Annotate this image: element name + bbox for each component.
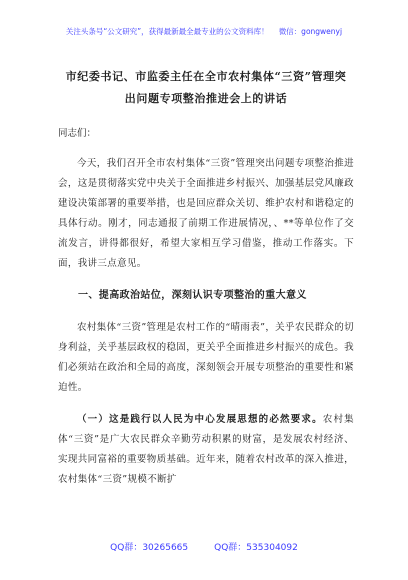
document-page (58, 58, 354, 490)
promo-text: 关注头条号“公文研究”，获得最新最全最专业的公文资料库！ (65, 27, 269, 36)
section-heading-1: 一、提高政治站位，深刻认识专项整治的重大意义 (78, 290, 307, 301)
paragraph-point-1 (58, 410, 354, 490)
paragraph-intro: 今天，我们召开全市农村集体“三资”管理突出问题专项整治推进会，这是贯彻落实党中央关于全面推进乡村振兴、加强基层党风廉政建设决策部署的重要举措，也是回应群众关切、维护农村和谐稳定的具体行动。刚才，同志通报了前期工作进展情况，、**等单位作了交流发言，讲得都很好，希望大家相互学习借鉴，推动工作落实。下面，我讲三点意见。 (58, 158, 354, 269)
title-line-2: 出问题专项整治推进会上的讲话 (124, 92, 288, 105)
sub-heading-1: （一）这是践行以人民为中心发展思想的必然要求。 (77, 414, 323, 425)
document-title (58, 66, 354, 110)
greeting: 同志们： (58, 128, 97, 139)
promo-header (0, 26, 408, 37)
paragraph-point-1-text: 农村集体“三资”是广大农民群众辛勤劳动积累的财富，是发展农村经济、实现共同富裕的重要物质基础。近年来，随着农村改革的深入推进，农村集体“三资”规模不断扩 (58, 414, 354, 485)
title-line-1: 市纪委书记、市监委主任在全市农村集体“三资”管理突 (65, 70, 347, 83)
contact-footer (0, 540, 408, 553)
qq-group-1: QQ群：30265665 (110, 543, 189, 553)
wechat-id: 微信：gongwenyj (278, 27, 343, 36)
qq-group-2: QQ群：535304092 (214, 543, 298, 553)
paragraph-significance: 农村集体“三资”管理是农村工作的“晴雨表”，关乎农民群众的切身利益，关乎基层政权的稳固，更关乎全面推进乡村振兴的成色。我们必须站在政治和全局的高度，深刻领会开展专项整治的重要性和紧迫性。 (58, 322, 354, 393)
